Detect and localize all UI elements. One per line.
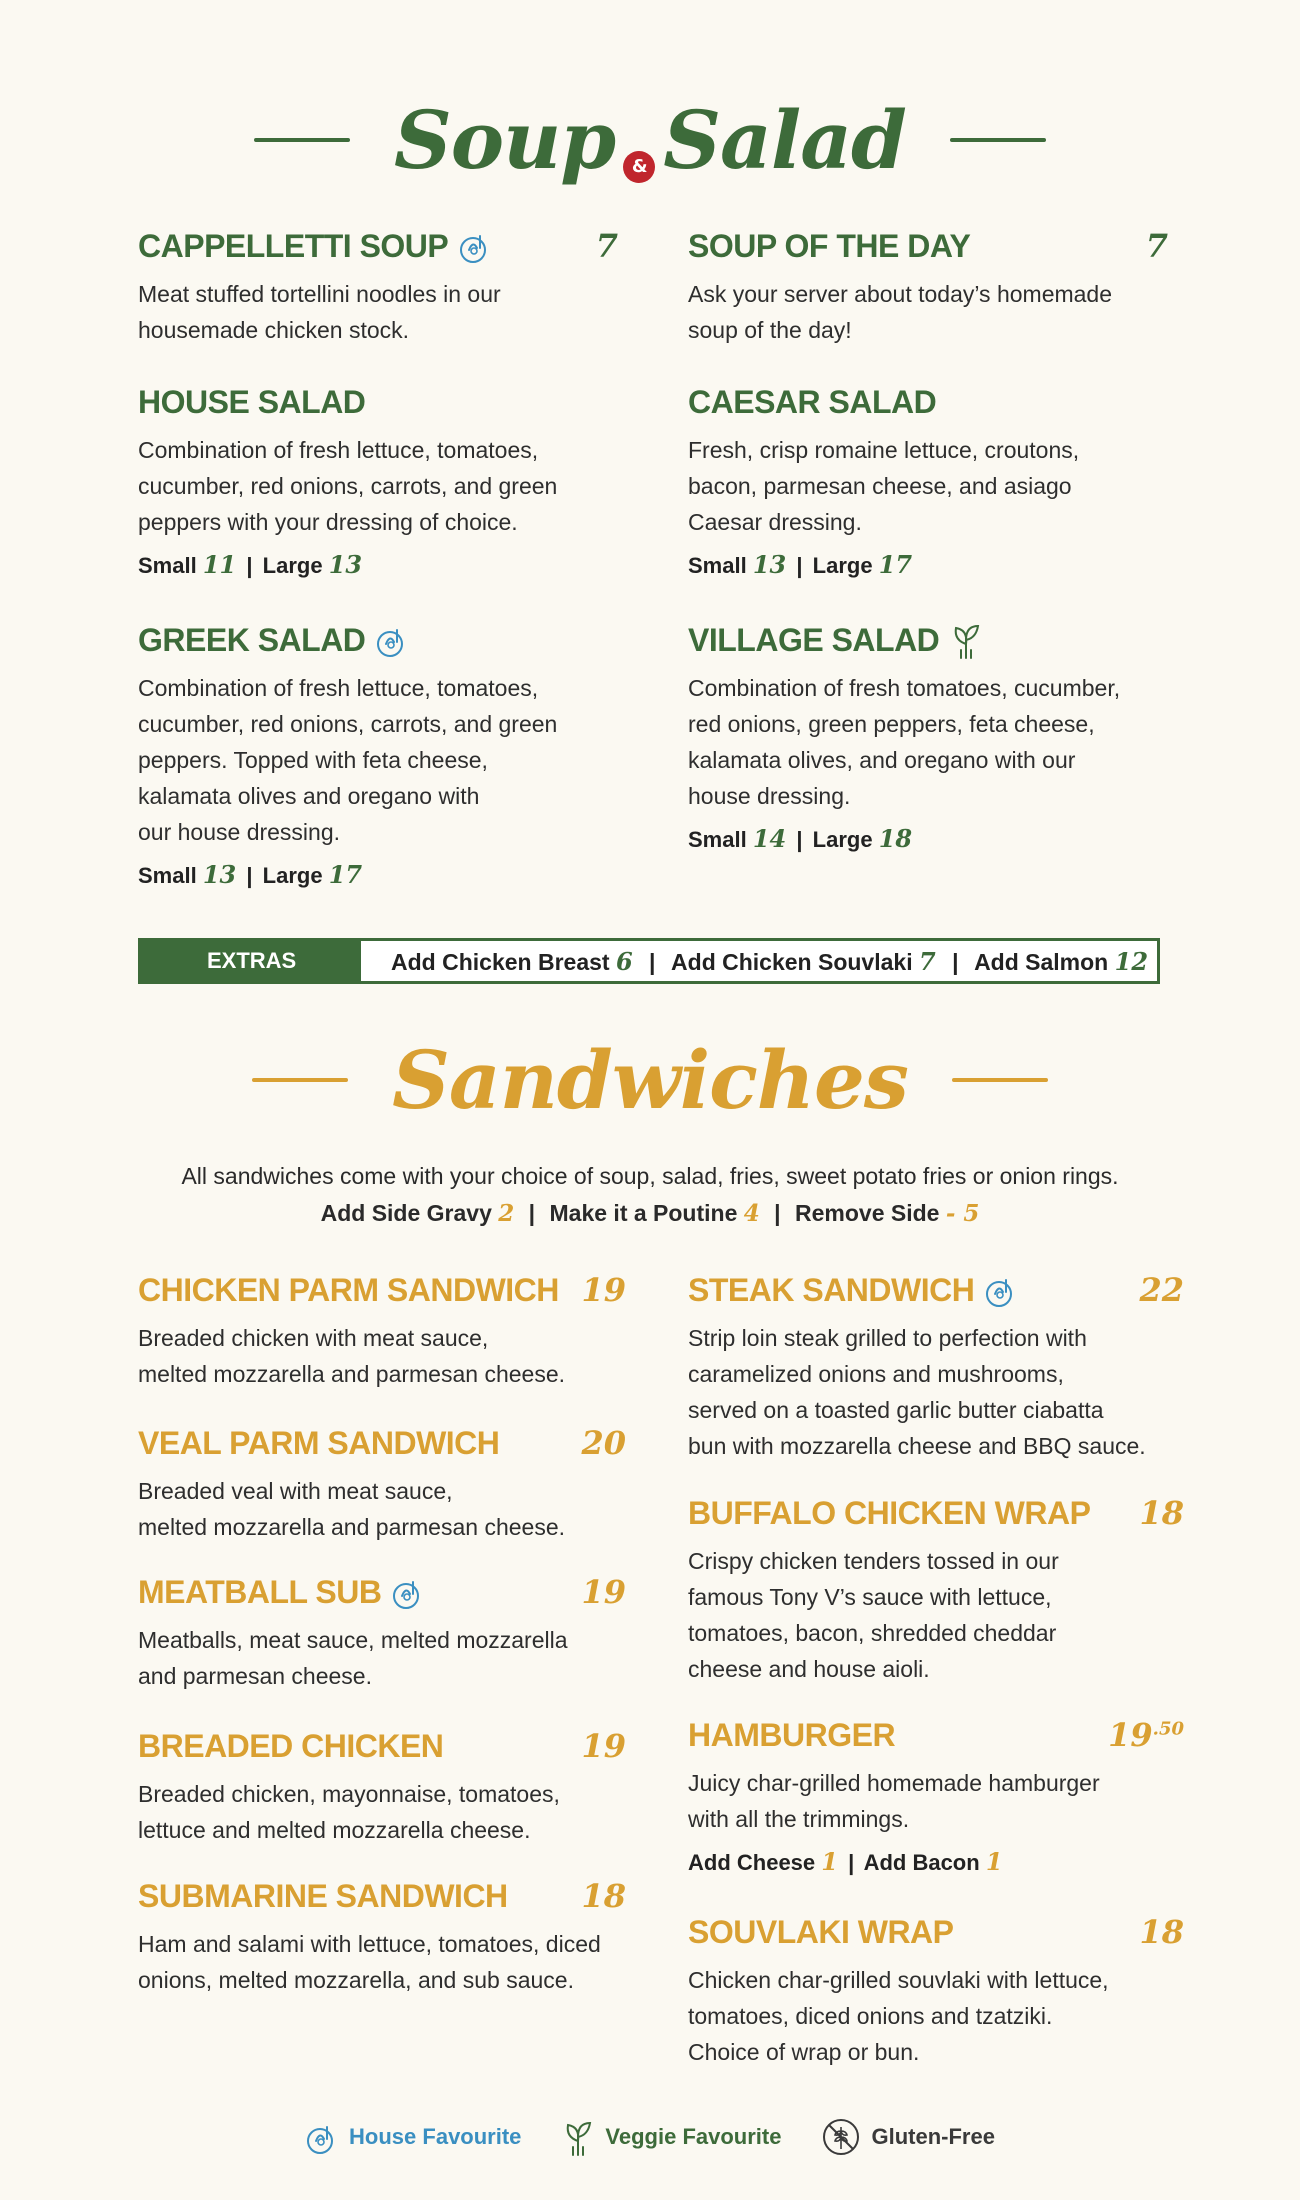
intro-text: All sandwiches come with your choice of soup, salad, fries, sweet potato fries or onion rings.: [181, 1163, 1119, 1189]
desc-line: kalamata olives, and oregano with our: [688, 747, 1076, 773]
title-soup: Soup: [393, 93, 616, 187]
item-description: [138, 1622, 618, 1694]
extra-name: Add Salmon: [974, 948, 1109, 975]
item-description: [688, 1765, 1168, 1837]
large-price: 17: [878, 550, 913, 579]
soup-salad-title: [0, 93, 1300, 187]
item-name: GREEK SALAD: [138, 621, 366, 658]
extra-price: 6: [615, 946, 633, 976]
option-price: 4: [743, 1200, 760, 1227]
item-name: CHICKEN PARM SANDWICH: [138, 1271, 559, 1308]
large-label: Large: [812, 827, 873, 852]
desc-line: tomatoes, bacon, shredded cheddar: [688, 1620, 1057, 1646]
title-rule-right: [950, 138, 1046, 142]
item-name: BREADED CHICKEN: [138, 1727, 444, 1764]
desc-line: bacon, parmesan cheese, and asiago: [688, 473, 1072, 499]
item-price: 19: [581, 1727, 626, 1765]
menu-item-house-salad: [138, 382, 618, 579]
item-description: [138, 1473, 618, 1545]
large-label: Large: [262, 553, 323, 578]
option-price: 2: [498, 1200, 515, 1227]
title-ampersand: &: [623, 151, 655, 183]
item-name: HAMBURGER: [688, 1716, 896, 1753]
desc-line: Crispy chicken tenders tossed in our: [688, 1548, 1059, 1574]
item-name: CAESAR SALAD: [688, 383, 937, 420]
add-ons: Add Cheese 1 | Add Bacon 1: [688, 1847, 1003, 1876]
price-main: 19: [1108, 1716, 1153, 1754]
item-price: [1108, 1716, 1184, 1754]
size-prices: Small 13 | Large 17: [688, 550, 913, 579]
desc-line: peppers. Topped with feta cheese,: [138, 747, 488, 773]
desc-line: Combination of fresh lettuce, tomatoes,: [138, 437, 539, 463]
item-description: [138, 670, 618, 850]
small-price: 11: [202, 550, 237, 579]
item-price: 7: [595, 227, 618, 265]
menu-item-souvlaki-wrap: [688, 1912, 1184, 2070]
extras-label: EXTRAS: [141, 941, 361, 981]
item-name: HOUSE SALAD: [138, 383, 366, 420]
extras-list: Add Chicken Breast 6 | Add Chicken Souvlaki 7 | Add Salmon 12: [391, 946, 1149, 976]
desc-line: onions, melted mozzarella, and sub sauce.: [138, 1967, 574, 1993]
small-price: 13: [752, 550, 787, 579]
veggie-favourite-icon: [949, 620, 983, 660]
desc-line: melted mozzarella and parmesan cheese.: [138, 1361, 566, 1387]
house-favourite-icon: [458, 226, 492, 266]
item-description: [138, 1776, 618, 1848]
menu-item-village-salad: [688, 620, 1168, 853]
item-price: 18: [581, 1877, 626, 1915]
item-name: SOUP OF THE DAY: [688, 227, 971, 264]
desc-line: house dressing.: [688, 783, 851, 809]
desc-line: Combination of fresh lettuce, tomatoes,: [138, 675, 539, 701]
price-cents: .50: [1152, 1718, 1184, 1740]
small-label: Small: [688, 827, 747, 852]
desc-line: Fresh, crisp romaine lettuce, croutons,: [688, 437, 1080, 463]
legend-veggie-favourite: [561, 2115, 781, 2159]
legend-gluten-free: [821, 2117, 994, 2157]
item-description: [688, 1543, 1168, 1687]
desc-line: red onions, green peppers, feta cheese,: [688, 711, 1095, 737]
gluten-free-icon: [821, 2117, 861, 2157]
item-name: MEATBALL SUB: [138, 1573, 382, 1610]
small-price: 13: [202, 860, 237, 889]
extra-price: 12: [1114, 946, 1149, 976]
item-description: [138, 432, 618, 540]
menu-item-steak-sandwich: [688, 1270, 1184, 1464]
icon-legend: [0, 2115, 1300, 2159]
desc-line: soup of the day!: [688, 317, 852, 343]
desc-line: cucumber, red onions, carrots, and green: [138, 711, 558, 737]
item-description: [688, 432, 1168, 540]
item-name: CAPPELLETTI SOUP: [138, 227, 449, 264]
menu-item-buffalo-chicken-wrap: [688, 1493, 1184, 1687]
menu-item-veal-parm-sandwich: [138, 1423, 626, 1545]
legend-label: House Favourite: [349, 2124, 522, 2149]
size-prices: Small 11 | Large 13: [138, 550, 363, 579]
house-favourite-icon: [375, 620, 409, 660]
size-prices: Small 13 | Large 17: [138, 860, 363, 889]
size-prices: Small 14 | Large 18: [688, 824, 913, 853]
item-description: [138, 276, 618, 348]
large-price: 13: [328, 550, 363, 579]
extras-bar: [138, 938, 1160, 984]
item-price: 22: [1139, 1271, 1184, 1309]
item-price: 18: [1139, 1913, 1184, 1951]
menu-item-chicken-parm-sandwich: [138, 1270, 626, 1392]
desc-line: cucumber, red onions, carrots, and green: [138, 473, 558, 499]
desc-line: peppers with your dressing of choice.: [138, 509, 518, 535]
menu-item-cappelletti-soup: [138, 226, 618, 348]
veggie-favourite-icon: [561, 2115, 595, 2159]
desc-line: Ham and salami with lettuce, tomatoes, diced: [138, 1931, 601, 1957]
sandwiches-title-text: Sandwiches: [392, 1033, 908, 1127]
item-name: VEAL PARM SANDWICH: [138, 1424, 500, 1461]
large-label: Large: [812, 553, 873, 578]
option-name: Remove Side: [795, 1200, 940, 1226]
large-label: Large: [262, 863, 323, 888]
desc-line: caramelized onions and mushrooms,: [688, 1361, 1064, 1387]
extra-price: 7: [918, 946, 936, 976]
item-description: [688, 670, 1168, 814]
item-price: 19: [581, 1271, 626, 1309]
menu-item-greek-salad: [138, 620, 618, 889]
desc-line: kalamata olives and oregano with: [138, 783, 480, 809]
menu-item-meatball-sub: [138, 1572, 626, 1694]
item-description: [688, 276, 1168, 348]
desc-line: Combination of fresh tomatoes, cucumber,: [688, 675, 1121, 701]
legend-house-favourite: [305, 2117, 521, 2157]
desc-line: tomatoes, diced onions and tzatziki.: [688, 2003, 1053, 2029]
small-label: Small: [138, 863, 197, 888]
sandwiches-intro: [0, 1158, 1300, 1232]
item-name: BUFFALO CHICKEN WRAP: [688, 1494, 1091, 1531]
desc-line: Caesar dressing.: [688, 509, 862, 535]
desc-line: our house dressing.: [138, 819, 341, 845]
side-options: Add Side Gravy 2 | Make it a Poutine 4 | Remove Side - 5: [320, 1200, 980, 1227]
desc-line: and parmesan cheese.: [138, 1663, 372, 1689]
item-name: VILLAGE SALAD: [688, 621, 940, 658]
desc-line: Breaded veal with meat sauce,: [138, 1478, 453, 1504]
large-price: 17: [328, 860, 363, 889]
option-name: Add Side Gravy: [320, 1200, 492, 1226]
item-name: SOUVLAKI WRAP: [688, 1913, 954, 1950]
desc-line: Chicken char-grilled souvlaki with lettuce,: [688, 1967, 1109, 1993]
item-name: SUBMARINE SANDWICH: [138, 1877, 508, 1914]
menu-item-caesar-salad: [688, 382, 1168, 579]
addon-price: 1: [821, 1847, 838, 1876]
desc-line: Strip loin steak grilled to perfection with: [688, 1325, 1087, 1351]
item-price: 20: [581, 1424, 626, 1462]
small-label: Small: [688, 553, 747, 578]
option-price: - 5: [945, 1200, 980, 1227]
desc-line: Breaded chicken with meat sauce,: [138, 1325, 489, 1351]
house-favourite-icon: [391, 1572, 425, 1612]
desc-line: served on a toasted garlic butter ciabatta: [688, 1397, 1104, 1423]
addon-price: 1: [985, 1847, 1003, 1876]
desc-line: Choice of wrap or bun.: [688, 2039, 920, 2065]
extra-name: Add Chicken Souvlaki: [671, 948, 913, 975]
desc-line: Meatballs, meat sauce, melted mozzarella: [138, 1627, 568, 1653]
desc-line: famous Tony V’s sauce with lettuce,: [688, 1584, 1052, 1610]
item-name: STEAK SANDWICH: [688, 1271, 975, 1308]
desc-line: Meat stuffed tortellini noodles in our: [138, 281, 501, 307]
small-price: 14: [752, 824, 787, 853]
item-price: 7: [1145, 227, 1168, 265]
item-price: 18: [1139, 1494, 1184, 1532]
title-rule-left: [254, 138, 350, 142]
desc-line: Breaded chicken, mayonnaise, tomatoes,: [138, 1781, 560, 1807]
house-favourite-icon: [984, 1270, 1018, 1310]
desc-line: Ask your server about today’s homemade: [688, 281, 1113, 307]
extra-name: Add Chicken Breast: [391, 948, 610, 975]
sandwiches-title: [0, 1033, 1300, 1127]
desc-line: bun with mozzarella cheese and BBQ sauce.: [688, 1433, 1146, 1459]
item-description: [688, 1962, 1168, 2070]
item-description: [688, 1320, 1168, 1464]
menu-item-submarine-sandwich: [138, 1876, 626, 1998]
option-name: Make it a Poutine: [549, 1200, 738, 1226]
desc-line: lettuce and melted mozzarella cheese.: [138, 1817, 531, 1843]
title-rule-right: [952, 1078, 1048, 1082]
item-description: [138, 1320, 618, 1392]
addon-label: Add Cheese: [688, 1850, 816, 1875]
title-salad: Salad: [663, 93, 906, 187]
desc-line: melted mozzarella and parmesan cheese.: [138, 1514, 566, 1540]
legend-label: Veggie Favourite: [605, 2124, 782, 2149]
menu-item-breaded-chicken: [138, 1726, 626, 1848]
legend-label: Gluten-Free: [871, 2124, 995, 2149]
desc-line: with all the trimmings.: [688, 1806, 910, 1832]
item-price: 19: [581, 1573, 626, 1611]
addon-label: Add Bacon: [863, 1850, 980, 1875]
desc-line: housemade chicken stock.: [138, 317, 410, 343]
house-favourite-icon: [305, 2117, 339, 2157]
large-price: 18: [878, 824, 913, 853]
desc-line: cheese and house aioli.: [688, 1656, 930, 1682]
desc-line: Juicy char-grilled homemade hamburger: [688, 1770, 1100, 1796]
menu-item-soup-of-the-day: [688, 226, 1168, 348]
title-rule-left: [252, 1078, 348, 1082]
menu-item-hamburger: [688, 1715, 1184, 1876]
item-description: [138, 1926, 618, 1998]
small-label: Small: [138, 553, 197, 578]
